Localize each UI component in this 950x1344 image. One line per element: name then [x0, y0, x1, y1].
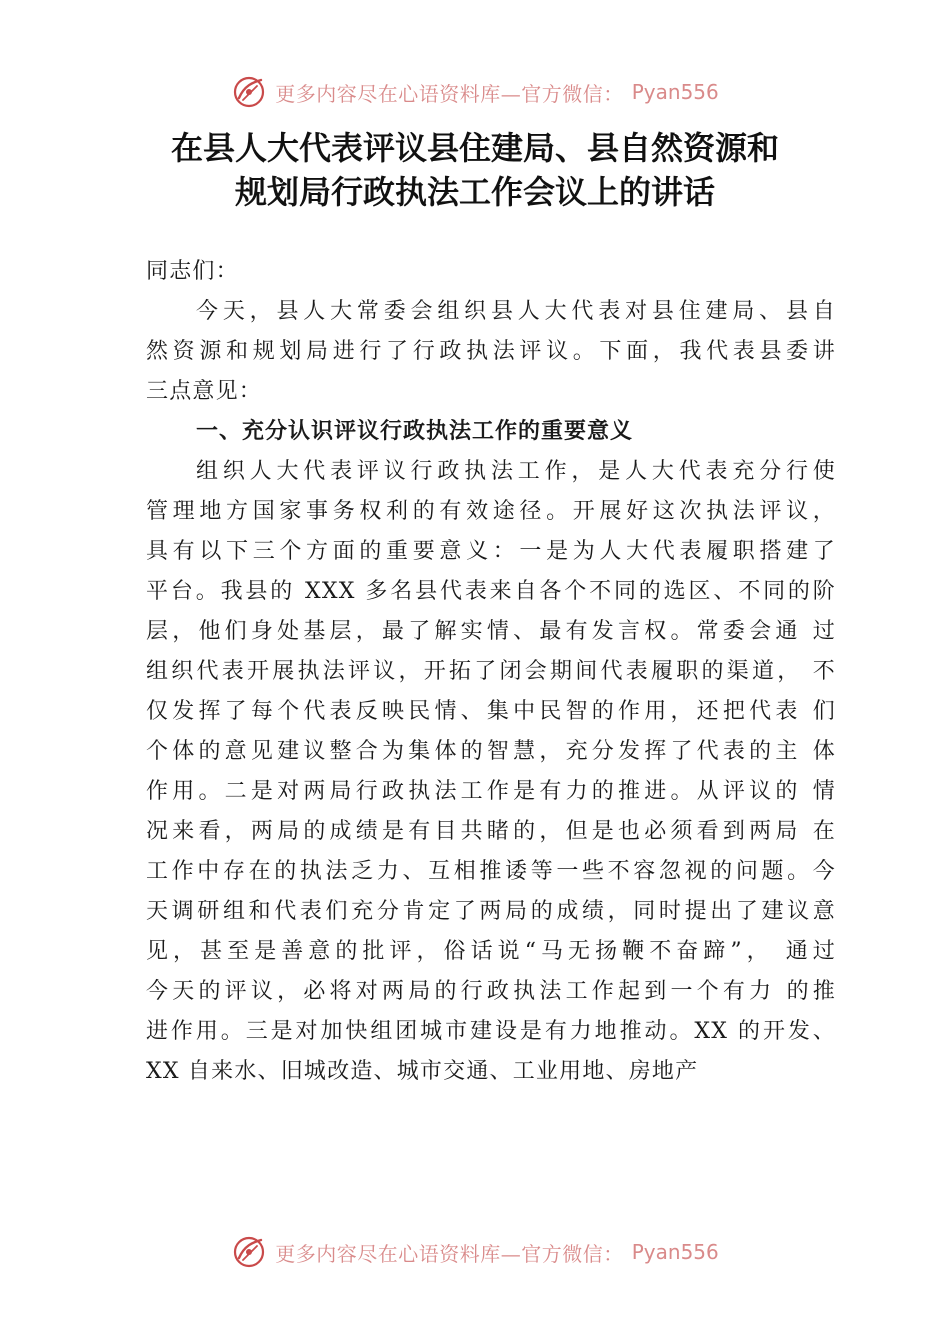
paragraph-line: 组织代表开展执法评议，开拓了闭会期间代表履职的渠道， 不 — [146, 659, 836, 684]
paragraph-line: 进作用。三是对加快组团城市建设是有力地推动。XX 的开发、 — [146, 1019, 836, 1044]
document-body — [146, 252, 836, 1092]
library-logo-icon — [231, 1234, 267, 1270]
section-heading-1: 一、充分认识评议行政执法工作的重要意义 — [196, 419, 634, 444]
paragraph-line: 况来看，两局的成绩是有目共睹的，但是也必须看到两局 在 — [146, 819, 836, 844]
paragraph-2 — [146, 452, 836, 1092]
paragraph-line: 见，甚至是善意的批评，俗话说“马无扬鞭不奋蹄”， 通过 — [146, 939, 836, 964]
paragraph-line: 今天，县人大常委会组织县人大代表对县住建局、县自 — [196, 299, 836, 324]
paragraph-1 — [146, 292, 836, 412]
paragraph-line: 天调研组和代表们充分肯定了两局的成绩，同时提出了建议意 — [146, 899, 836, 924]
paragraph-line: 组织人大代表评议行政执法工作，是人大代表充分行使 — [196, 459, 836, 484]
watermark-wechat-id: Pyan556 — [631, 80, 719, 104]
paragraph-line: 平台。我县的 XXX 多名县代表来自各个不同的选区、不同的阶 — [146, 579, 836, 604]
paragraph-line: 管理地方国家事务权利的有效途径。开展好这次执法评议， — [146, 499, 836, 524]
watermark-text: 更多内容尽在心语资料库—官方微信： — [275, 1241, 624, 1266]
title-line-2: 规划局行政执法工作会议上的讲话 — [234, 173, 715, 211]
paragraph-line: XX 自来水、旧城改造、城市交通、工业用地、房地产 — [146, 1059, 699, 1084]
salutation: 同志们： — [146, 259, 239, 284]
library-logo-icon — [231, 74, 267, 110]
paragraph-line: 工作中存在的执法乏力、互相推诿等一些不容忽视的问题。今 — [146, 859, 836, 884]
paragraph-line: 仅发挥了每个代表反映民情、集中民智的作用，还把代表 们 — [146, 699, 836, 724]
paragraph-line: 今天的评议，必将对两局的行政执法工作起到一个有力 的推 — [146, 979, 836, 1004]
document-title — [60, 126, 890, 214]
title-line-1: 在县人大代表评议县住建局、县自然资源和 — [170, 129, 779, 167]
paragraph-line: 具有以下三个方面的重要意义：一是为人大代表履职搭建了 — [146, 539, 836, 564]
watermark-top — [0, 72, 950, 112]
watermark-text: 更多内容尽在心语资料库—官方微信： — [275, 81, 624, 106]
watermark-bottom — [0, 1232, 950, 1272]
paragraph-line: 个体的意见建议整合为集体的智慧，充分发挥了代表的主 体 — [146, 739, 836, 764]
paragraph-line: 三点意见： — [146, 379, 263, 404]
paragraph-line: 层，他们身处基层，最了解实情、最有发言权。常委会通 过 — [146, 619, 836, 644]
paragraph-line: 作用。二是对两局行政执法工作是有力的推进。从评议的 情 — [146, 779, 836, 804]
paragraph-line: 然资源和规划局进行了行政执法评议。下面，我代表县委讲 — [146, 339, 836, 364]
watermark-wechat-id: Pyan556 — [631, 1240, 719, 1264]
